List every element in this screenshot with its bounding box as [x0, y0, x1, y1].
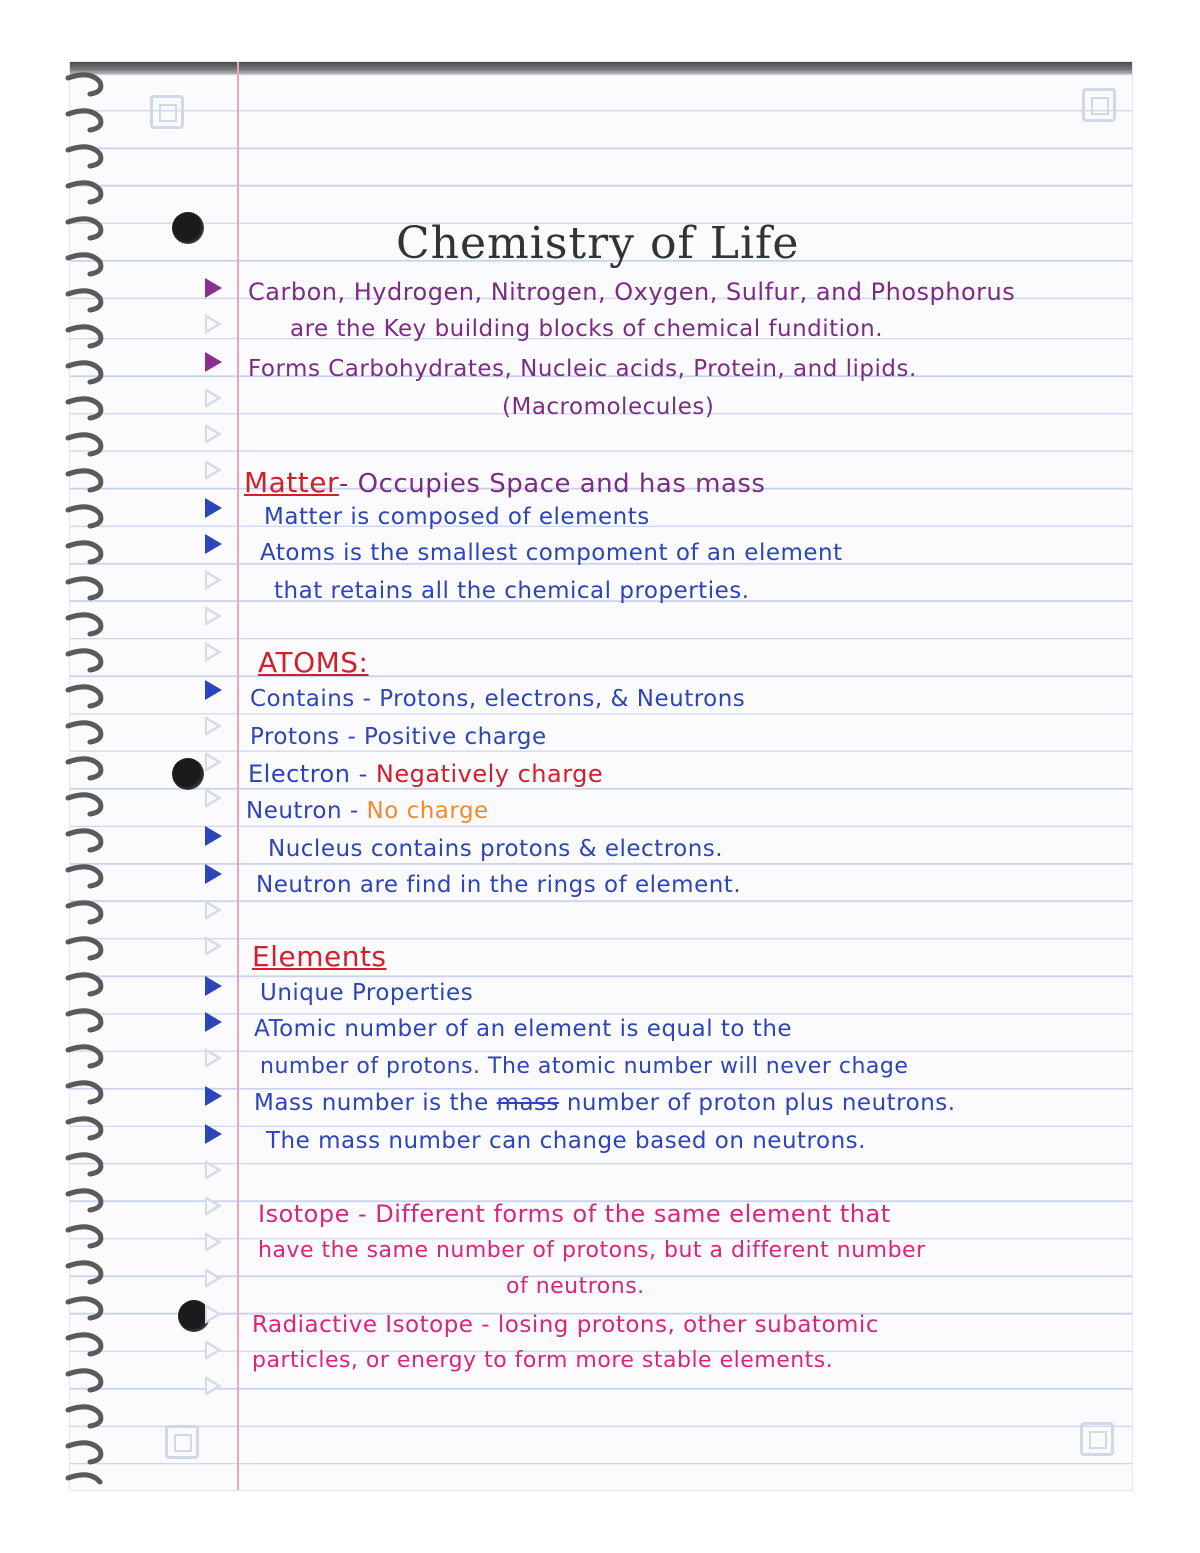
atoms-heading: ATOMS:	[258, 646, 369, 679]
margin-bullets	[205, 270, 233, 1400]
mass-number-text-b: number of proton plus neutrons.	[566, 1090, 956, 1116]
corner-code-icon-bottom-left	[165, 1425, 199, 1459]
outline-arrow-icon	[205, 314, 222, 334]
mass-struck-word: mass	[496, 1090, 560, 1116]
filled-arrow-icon	[205, 352, 222, 372]
outline-arrow-icon	[205, 1268, 222, 1288]
neutron-label: Neutron -	[246, 798, 359, 824]
punch-hole-middle	[172, 758, 204, 790]
corner-code-icon-top-left	[150, 95, 184, 129]
filled-arrow-icon	[205, 680, 222, 700]
filled-arrow-icon	[205, 826, 222, 846]
matter-line-3: that retains all the chemical properties.	[274, 578, 750, 604]
intro-line-1: Carbon, Hydrogen, Nitrogen, Oxygen, Sulfur, and Phosphorus	[248, 278, 1016, 306]
atoms-contains: Contains - Protons, electrons, & Neutrons	[250, 686, 746, 712]
outline-arrow-icon	[205, 1304, 222, 1324]
filled-arrow-icon	[205, 1124, 222, 1144]
outline-arrow-icon	[205, 900, 222, 920]
elements-line-2: ATomic number of an element is equal to the	[254, 1016, 793, 1042]
punch-hole-top	[172, 212, 204, 244]
outline-arrow-icon	[205, 1340, 222, 1360]
corner-code-icon-top-right	[1082, 88, 1116, 122]
matter-definition-line	[244, 466, 765, 499]
isotope-line-3: of neutrons.	[506, 1274, 645, 1299]
spiral-coils	[62, 62, 122, 1492]
electron-value: Negatively charge	[375, 760, 604, 788]
spiral-binding	[62, 62, 122, 1492]
filled-arrow-icon	[205, 864, 222, 884]
outline-arrow-icon	[205, 1160, 222, 1180]
margin-line	[237, 62, 239, 1490]
outline-arrow-icon	[205, 570, 222, 590]
filled-arrow-icon	[205, 278, 222, 298]
elements-line-1: Unique Properties	[260, 980, 474, 1006]
outline-arrow-icon	[205, 1376, 222, 1396]
elements-heading: Elements	[252, 940, 387, 973]
outline-arrow-icon	[205, 1196, 222, 1216]
filled-arrow-icon	[205, 976, 222, 996]
atoms-nucleus: Nucleus contains protons & electrons.	[268, 836, 724, 862]
outline-arrow-icon	[205, 788, 222, 808]
mass-number-text-a: Mass number is the	[254, 1090, 489, 1116]
intro-line-2: are the Key building blocks of chemical fundition.	[290, 316, 884, 342]
intro-line-3: Forms Carbohydrates, Nucleic acids, Protein, and lipids.	[248, 356, 917, 382]
outline-arrow-icon	[205, 642, 222, 662]
outline-arrow-icon	[205, 424, 222, 444]
intro-line-4: (Macromolecules)	[502, 394, 715, 420]
matter-definition: - Occupies Space and has mass	[339, 469, 766, 499]
radioactive-line-1: Radiactive Isotope - losing protons, other subatomic	[252, 1312, 879, 1338]
atoms-protons: Protons - Positive charge	[250, 724, 547, 750]
elements-line-5: The mass number can change based on neutrons.	[266, 1128, 866, 1154]
isotope-line-2: have the same number of protons, but a different number	[258, 1238, 926, 1263]
matter-line-2: Atoms is the smallest compoment of an element	[260, 540, 843, 566]
atoms-electron-line	[248, 760, 603, 788]
atoms-rings: Neutron are find in the rings of element.	[256, 872, 742, 898]
outline-arrow-icon	[205, 1232, 222, 1252]
radioactive-line-2: particles, or energy to form more stable elements.	[252, 1348, 834, 1373]
outline-arrow-icon	[205, 936, 222, 956]
isotope-line-1: Isotope - Different forms of the same element that	[258, 1200, 891, 1228]
elements-line-4	[254, 1090, 956, 1116]
filled-arrow-icon	[205, 1012, 222, 1032]
outline-arrow-icon	[205, 460, 222, 480]
outline-arrow-icon	[205, 752, 222, 772]
electron-label: Electron -	[248, 760, 368, 788]
atoms-neutron-line	[246, 798, 489, 824]
outline-arrow-icon	[205, 1048, 222, 1068]
corner-code-icon-bottom-right	[1080, 1422, 1114, 1456]
outline-arrow-icon	[205, 716, 222, 736]
page-title: Chemistry of Life	[396, 218, 800, 269]
matter-heading: Matter	[244, 466, 340, 499]
outline-arrow-icon	[205, 606, 222, 626]
filled-arrow-icon	[205, 498, 222, 518]
neutron-value: No charge	[366, 798, 489, 824]
elements-line-3: number of protons. The atomic number will never chage	[260, 1054, 909, 1079]
outline-arrow-icon	[205, 388, 222, 408]
filled-arrow-icon	[205, 1086, 222, 1106]
matter-line-1: Matter is composed of elements	[264, 504, 650, 530]
page-top-edge	[70, 62, 1132, 76]
filled-arrow-icon	[205, 534, 222, 554]
